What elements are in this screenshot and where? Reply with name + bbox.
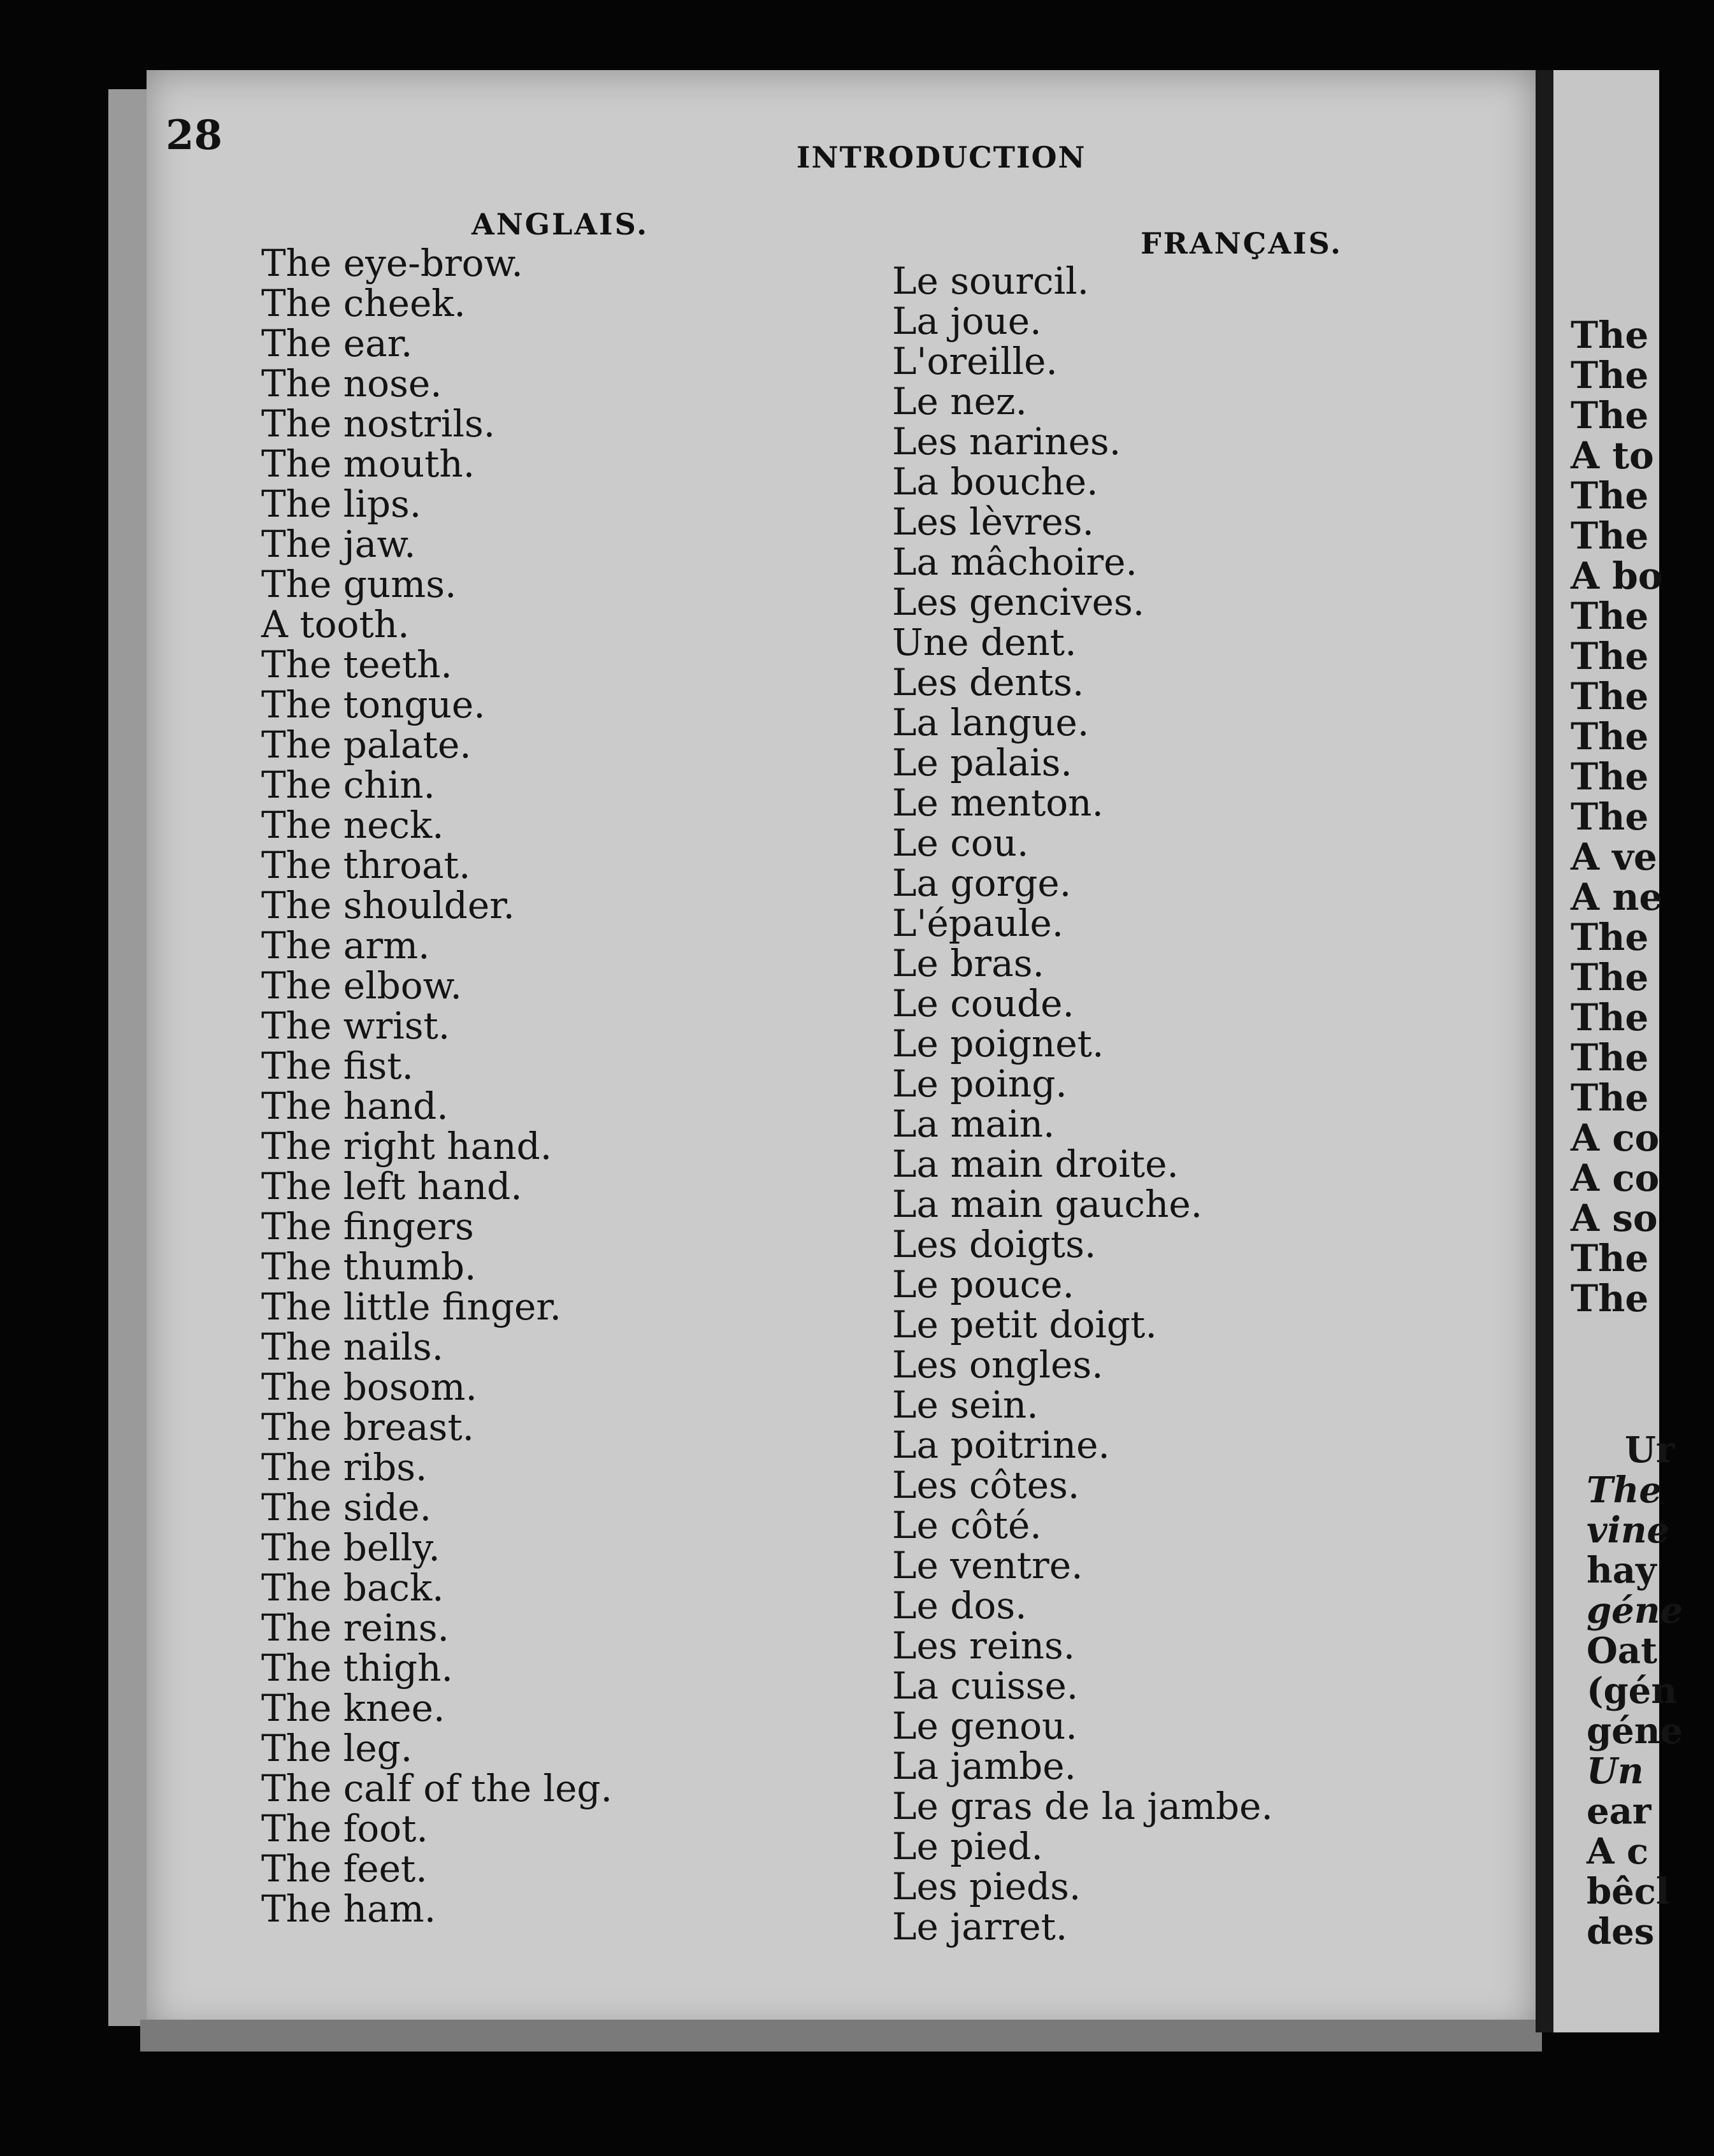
facing-page-fragment: The <box>1571 755 1649 798</box>
english-word-entry: The ham. <box>261 1887 436 1930</box>
french-word-entry: Le cou. <box>892 821 1029 865</box>
english-word-entry: The back. <box>261 1566 444 1609</box>
french-word-entry: Le genou. <box>892 1704 1077 1748</box>
facing-page-bottom-fragment: vine <box>1587 1509 1670 1551</box>
facing-page-bottom-fragment: Oat <box>1587 1630 1657 1672</box>
english-word-entry: The thumb. <box>261 1245 477 1288</box>
french-word-entry: Le sein. <box>892 1383 1039 1427</box>
page-bottom-edge <box>140 2020 1542 2052</box>
french-word-entry: L'épaule. <box>892 902 1064 945</box>
english-word-entry: The bosom. <box>261 1365 477 1409</box>
facing-page-bottom-fragment: A c <box>1587 1830 1649 1872</box>
french-word-entry: Le ventre. <box>892 1544 1083 1587</box>
column-header-french: FRANÇAIS. <box>1141 226 1343 261</box>
english-word-entry: The fist. <box>261 1044 414 1088</box>
facing-page-fragment: The <box>1571 715 1649 758</box>
french-word-entry: La jambe. <box>892 1744 1076 1788</box>
english-word-entry: The hand. <box>261 1084 449 1128</box>
facing-page-word-fragments <box>1571 315 1698 1319</box>
facing-page-fragment: A ne <box>1571 875 1663 919</box>
french-word-entry: Les ongles. <box>892 1343 1104 1386</box>
facing-page-fragment: The <box>1571 1036 1649 1079</box>
english-word-entry: The breast. <box>261 1405 475 1449</box>
french-word-entry: La gorge. <box>892 861 1072 905</box>
french-word-entry: Le menton. <box>892 781 1104 824</box>
french-word-entry: Le coude. <box>892 982 1074 1025</box>
facing-page-fragment: The <box>1571 916 1649 959</box>
running-head: INTRODUCTION <box>796 140 1086 175</box>
english-word-entry: The right hand. <box>261 1125 552 1168</box>
english-word-entry: The foot. <box>261 1807 428 1850</box>
english-word-entry: The gums. <box>261 563 457 606</box>
english-word-entry: The nose. <box>261 362 442 405</box>
facing-page-fragment: A co <box>1571 1156 1660 1200</box>
french-word-list <box>892 261 1529 1947</box>
facing-page-bottom-fragment: géne <box>1587 1710 1683 1752</box>
english-word-entry: The wrist. <box>261 1004 450 1047</box>
french-word-entry: La main gauche. <box>892 1182 1203 1226</box>
facing-page-bottom-fragment: des <box>1587 1911 1655 1953</box>
facing-page-bottom-fragment: (gén <box>1587 1670 1677 1712</box>
english-word-entry: The shoulder. <box>261 884 515 927</box>
facing-page-bottom-fragment: bêcl <box>1587 1871 1670 1913</box>
english-word-entry: The knee. <box>261 1686 445 1730</box>
french-word-entry: La main droite. <box>892 1142 1179 1186</box>
english-word-entry: The reins. <box>261 1606 449 1649</box>
facing-page-fragment: The <box>1571 996 1649 1039</box>
facing-page-fragment: The <box>1571 594 1649 638</box>
french-word-entry: La joue. <box>892 299 1042 343</box>
french-word-entry: Les reins. <box>892 1624 1076 1667</box>
facing-page-fragment: A to <box>1571 434 1654 477</box>
facing-page-fragment: The <box>1571 675 1649 718</box>
facing-page-bottom-fragment: géne <box>1587 1590 1683 1632</box>
english-word-entry: The thigh. <box>261 1646 453 1690</box>
facing-page-bottom-fragment: The <box>1587 1469 1662 1511</box>
facing-page-text-fragments <box>1587 1430 1714 1952</box>
english-word-entry: The calf of the leg. <box>261 1767 612 1810</box>
facing-page-fragment: The <box>1571 474 1649 517</box>
english-word-list <box>261 243 898 1929</box>
english-word-entry: The leg. <box>261 1727 413 1770</box>
facing-page-fragment: A ve <box>1571 835 1657 879</box>
french-word-entry: La poitrine. <box>892 1423 1110 1467</box>
english-word-entry: A tooth. <box>261 603 410 646</box>
english-word-entry: The little finger. <box>261 1285 562 1328</box>
english-word-entry: The ribs. <box>261 1446 428 1489</box>
french-word-entry: Les pieds. <box>892 1865 1081 1908</box>
english-word-entry: The belly. <box>261 1526 440 1569</box>
english-word-entry: The palate. <box>261 723 472 766</box>
facing-page-fragment: The <box>1571 1277 1649 1320</box>
page-left-edge <box>108 89 147 2026</box>
french-word-entry: Les gencives. <box>892 580 1145 624</box>
french-word-entry: Le dos. <box>892 1584 1027 1627</box>
facing-page-bottom-fragment: Ur <box>1625 1429 1675 1471</box>
french-word-entry: Le pied. <box>892 1825 1043 1868</box>
french-word-entry: Le poignet. <box>892 1022 1104 1065</box>
facing-page-fragment: A so <box>1571 1197 1658 1240</box>
facing-page-fragment: The <box>1571 635 1649 678</box>
french-word-entry: Le nez. <box>892 380 1027 423</box>
column-header-english: ANGLAIS. <box>472 207 649 241</box>
english-word-entry: The side. <box>261 1486 432 1529</box>
facing-page-fragment: A co <box>1571 1116 1660 1160</box>
french-word-entry: Le côté. <box>892 1504 1042 1547</box>
english-word-entry: The left hand. <box>261 1165 522 1208</box>
english-word-entry: The chin. <box>261 763 435 807</box>
facing-page-bottom-fragment: hay <box>1587 1549 1657 1592</box>
english-word-entry: The arm. <box>261 924 430 967</box>
facing-page-fragment: The <box>1571 354 1649 397</box>
facing-page-fragment: The <box>1571 956 1649 999</box>
french-word-entry: Les côtes. <box>892 1463 1080 1507</box>
english-word-entry: The neck. <box>261 803 444 847</box>
english-word-entry: The throat. <box>261 844 471 887</box>
facing-page-fragment: The <box>1571 394 1649 437</box>
french-word-entry: Les dents. <box>892 661 1084 704</box>
english-word-entry: The jaw. <box>261 522 416 566</box>
french-word-entry: Le pouce. <box>892 1263 1074 1306</box>
facing-page-fragment: The <box>1571 514 1649 557</box>
french-word-entry: Le jarret. <box>892 1905 1068 1948</box>
facing-page-fragment: The <box>1571 1237 1649 1280</box>
french-word-entry: Le petit doigt. <box>892 1303 1157 1346</box>
book-gutter <box>1536 70 1553 2032</box>
page-number: 28 <box>166 111 223 159</box>
french-word-entry: Les lèvres. <box>892 500 1094 543</box>
english-word-entry: The nostrils. <box>261 402 496 445</box>
facing-page-fragment: The <box>1571 795 1649 838</box>
english-word-entry: The cheek. <box>261 282 466 325</box>
french-word-entry: Le gras de la jambe. <box>892 1785 1273 1828</box>
french-word-entry: La mâchoire. <box>892 540 1137 584</box>
french-word-entry: La bouche. <box>892 460 1098 503</box>
facing-page-bottom-fragment: ear <box>1587 1790 1652 1832</box>
french-word-entry: La cuisse. <box>892 1664 1079 1707</box>
french-word-entry: Les narines. <box>892 420 1121 463</box>
french-word-entry: Le sourcil. <box>892 259 1090 303</box>
english-word-entry: The ear. <box>261 322 413 365</box>
facing-page-bottom-fragment: Un <box>1587 1750 1644 1792</box>
french-word-entry: Le palais. <box>892 741 1072 784</box>
french-word-entry: Le poing. <box>892 1062 1067 1105</box>
english-word-entry: The tongue. <box>261 683 486 726</box>
french-word-entry: Les doigts. <box>892 1223 1097 1266</box>
english-word-entry: The elbow. <box>261 964 462 1007</box>
french-word-entry: Une dent. <box>892 621 1077 664</box>
english-word-entry: The feet. <box>261 1847 428 1890</box>
french-word-entry: La langue. <box>892 701 1090 744</box>
french-word-entry: L'oreille. <box>892 340 1058 383</box>
french-word-entry: La main. <box>892 1102 1055 1146</box>
english-word-entry: The lips. <box>261 482 422 526</box>
french-word-entry: Le bras. <box>892 942 1044 985</box>
english-word-entry: The eye-brow. <box>261 241 523 285</box>
english-word-entry: The teeth. <box>261 643 452 686</box>
facing-page-fragment: The <box>1571 1076 1649 1119</box>
facing-page-fragment: A bo <box>1571 554 1663 598</box>
english-word-entry: The nails. <box>261 1325 444 1369</box>
facing-page-fragment: The <box>1571 313 1649 357</box>
english-word-entry: The fingers <box>261 1205 474 1248</box>
english-word-entry: The mouth. <box>261 442 475 485</box>
